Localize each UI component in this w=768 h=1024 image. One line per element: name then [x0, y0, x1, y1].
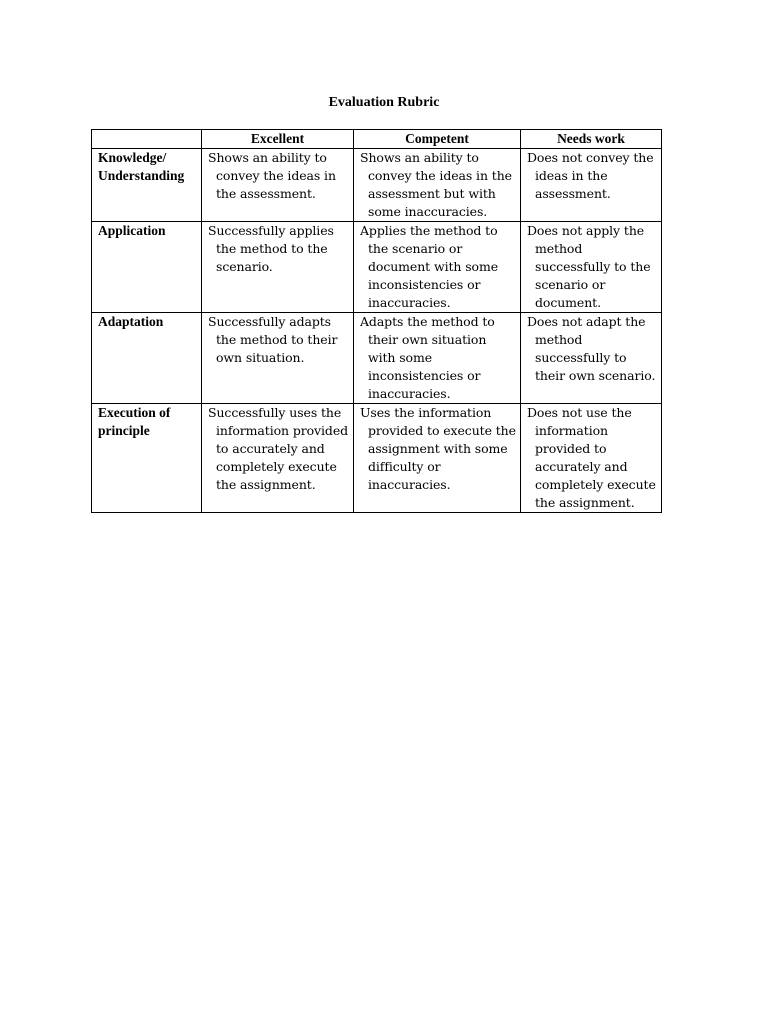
excellent-text: Successfully applies the method to the scenario. — [208, 223, 334, 274]
needs-work-text: Does not convey the ideas in the assessment. — [527, 150, 654, 201]
excellent-cell — [202, 222, 354, 313]
header-cell-needs-work: Needs work — [521, 130, 662, 149]
table-row — [92, 313, 662, 404]
excellent-cell — [202, 404, 354, 513]
criterion-cell — [92, 149, 202, 222]
competent-text: Applies the method to the scenario or document with some inconsistencies or inaccuracies. — [360, 223, 499, 310]
criterion-label: Knowledge/ Understanding — [98, 150, 185, 183]
needs-work-cell — [521, 222, 662, 313]
table-header-row — [92, 130, 662, 149]
competent-text: Adapts the method to their own situation with some inconsistencies or inaccuracies. — [360, 314, 495, 401]
criterion-cell — [92, 222, 202, 313]
excellent-text: Shows an ability to convey the ideas in the assessment. — [208, 150, 336, 201]
criterion-label: Adaptation — [98, 314, 164, 329]
excellent-text: Successfully adapts the method to their own situation. — [208, 314, 338, 365]
excellent-cell — [202, 313, 354, 404]
needs-work-cell — [521, 404, 662, 513]
table-row — [92, 222, 662, 313]
criterion-label: Execution of principle — [98, 405, 171, 438]
excellent-text: Successfully uses the information provided to accurately and completely execute the assignment. — [208, 405, 349, 492]
table-row — [92, 149, 662, 222]
competent-cell — [354, 404, 521, 513]
needs-work-text: Does not apply the method successfully to the scenario or document. — [527, 223, 651, 310]
header-cell-competent: Competent — [354, 130, 521, 149]
needs-work-text: Does not use the information provided to accurately and completely execute the assignment. — [527, 405, 656, 510]
table-row — [92, 404, 662, 513]
criterion-cell — [92, 404, 202, 513]
page-title: Evaluation Rubric — [328, 95, 440, 110]
criterion-label: Application — [98, 223, 166, 238]
competent-text: Uses the information provided to execute the assignment with some difficulty or inaccuracies. — [360, 405, 516, 492]
header-cell-excellent: Excellent — [202, 130, 354, 149]
rubric-table — [91, 129, 662, 513]
competent-cell — [354, 222, 521, 313]
competent-cell — [354, 149, 521, 222]
needs-work-text: Does not adapt the method successfully to their own scenario. — [527, 314, 656, 383]
criterion-cell — [92, 313, 202, 404]
header-cell-blank — [92, 130, 202, 149]
needs-work-cell — [521, 149, 662, 222]
competent-cell — [354, 313, 521, 404]
competent-text: Shows an ability to convey the ideas in the assessment but with some inaccuracies. — [360, 150, 512, 219]
excellent-cell — [202, 149, 354, 222]
needs-work-cell — [521, 313, 662, 404]
